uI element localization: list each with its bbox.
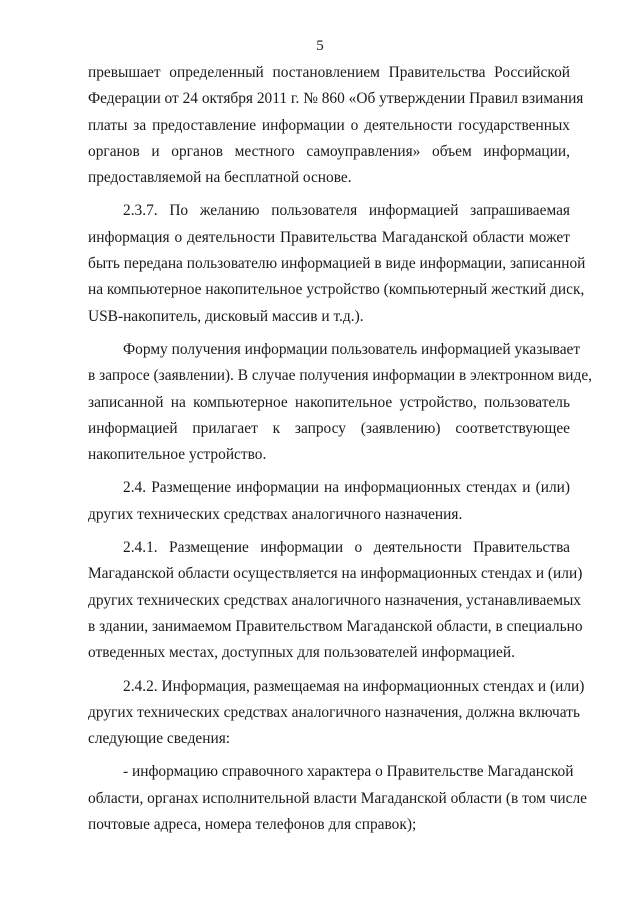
paragraph [88,535,583,666]
text-line: отведенных местах, доступных для пользователей информацией. [88,644,515,662]
text-line: информацией прилагает к запросу (заявлению) соответствующее [88,419,570,437]
text-line: 2.3.7. По желанию пользователя информацией запрашиваемая [123,202,570,220]
page-number: 5 [316,38,324,54]
text-line: превышает определенный постановлением Правительства Российской [88,64,570,81]
text-line: быть передана пользователю информацией в виде информации, записанной [88,255,586,273]
text-line: области, органах исполнительной власти Магаданской области (в том числе [88,789,587,807]
paragraph [88,337,593,468]
text-line: Форму получения информации пользователь информацией указывает [123,340,581,358]
paragraph [88,198,586,329]
text-line: платы за предоставление информации о деятельности государственных [88,116,570,134]
paragraph [88,60,584,191]
paragraph [88,475,570,528]
document-body [88,60,593,845]
text-line: 2.4. Размещение информации на информационных стендах и (или) [123,479,570,497]
text-line: записанной на компьютерное накопительное устройство, пользователь [88,393,570,411]
text-line: других технических средствах аналогичного назначения, устанавливаемых [88,591,581,609]
text-line: в здании, занимаемом Правительством Магаданской области, в специально [88,617,583,635]
paragraph [88,674,585,753]
text-line: Федерации от 24 октября 2011 г. № 860 «Об утверждении Правил взимания [88,90,584,108]
text-line: на компьютерное накопительное устройство (компьютерный жесткий диск, [88,281,585,299]
text-line: информация о деятельности Правительства Магаданской области может [88,228,570,246]
text-line: - информацию справочного характера о Правительстве Магаданской [123,763,574,781]
text-line: в запросе (заявлении). В случае получения информации в электронном виде, [88,367,593,385]
text-line: 2.4.1. Размещение информации о деятельности Правительства [123,539,570,557]
text-line: других технических средствах аналогичного назначения. [88,505,463,523]
text-line: следующие сведения: [88,730,231,748]
text-line: USB-накопитель, дисковый массив и т.д.). [88,307,364,325]
text-line: почтовые адреса, номера телефонов для справок); [88,816,417,834]
text-line: других технических средствах аналогичного назначения, должна включать [88,703,580,721]
text-line: 2.4.2. Информация, размещаемая на информационных стендах и (или) [123,677,585,695]
text-line: предоставляемой на бесплатной основе. [88,169,352,187]
text-line: Магаданской области осуществляется на информационных стендах и (или) [88,565,583,583]
text-line: накопительное устройство. [88,446,267,464]
text-line: органов и органов местного самоуправления» объем информации, [88,142,570,160]
paragraph [88,759,587,838]
